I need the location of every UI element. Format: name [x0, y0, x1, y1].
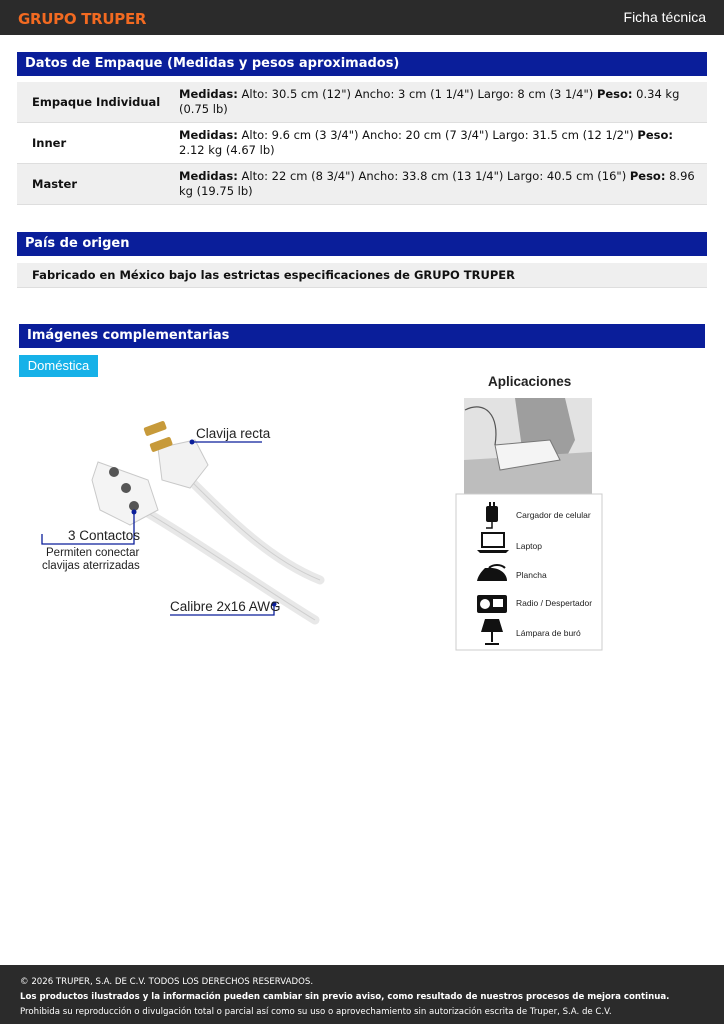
table-row	[17, 82, 707, 123]
row-value	[179, 123, 707, 164]
weight-value: 0.34 kg (0.75 lb)	[179, 87, 680, 116]
application-label: Plancha	[516, 570, 547, 580]
measures-label: Medidas:	[179, 128, 238, 142]
footer-notice: Los productos ilustrados y la información pueden cambiar sin previo aviso, como resultado de nuestros procesos de mejora continua.	[20, 992, 670, 1002]
document-type: Ficha técnica	[623, 9, 706, 25]
measures-value: Alto: 22 cm (8 3/4") Ancho: 33.8 cm (13 1/4") Largo: 40.5 cm (16")	[237, 169, 630, 183]
ironing-scene-drawing	[464, 398, 592, 494]
application-label: Radio / Despertador	[516, 598, 593, 608]
origin-text: Fabricado en México bajo las estrictas especificaciones de GRUPO TRUPER	[17, 263, 707, 288]
category-badge: Doméstica	[19, 355, 98, 377]
radio-clock-icon	[477, 595, 507, 613]
contacts-callout-dot	[132, 510, 137, 515]
table-row	[17, 164, 707, 205]
row-value	[179, 164, 707, 205]
extension-cord-drawing	[92, 420, 320, 620]
footer	[0, 965, 724, 1024]
weight-label: Peso:	[596, 87, 633, 101]
contacts-callout-line1: Permiten conectar	[46, 547, 140, 559]
row-value	[179, 82, 707, 123]
top-bar	[0, 0, 724, 35]
application-label: Cargador de celular	[516, 510, 591, 520]
weight-label: Peso:	[629, 169, 666, 183]
footer-legal: Prohibida su reproducción o divulgación total o parcial así como su uso o aprovechamiento sin autorización escrita de Truper, S.A. de C.V.	[20, 1007, 612, 1017]
weight-value: 2.12 kg (4.67 lb)	[179, 143, 275, 157]
gauge-callout-label: Calibre 2x16 AWG	[170, 599, 281, 614]
contacts-callout-line2: clavijas aterrizadas	[42, 560, 140, 572]
table-row	[17, 123, 707, 164]
origin-section-title: País de origen	[17, 232, 707, 256]
footer-copyright: © 2026 TRUPER, S.A. DE C.V. TODOS LOS DERECHOS RESERVADOS.	[20, 977, 314, 987]
product-illustration	[30, 410, 340, 635]
weight-value: 8.96 kg (19.75 lb)	[179, 169, 695, 198]
measures-value: Alto: 9.6 cm (3 3/4") Ancho: 20 cm (7 3/4") Largo: 31.5 cm (12 1/2")	[237, 128, 638, 142]
contacts-callout-title: 3 Contactos	[68, 528, 141, 543]
plug-callout-label: Clavija recta	[196, 426, 271, 441]
row-label: Master	[17, 164, 179, 205]
application-label: Laptop	[516, 541, 542, 551]
application-label: Lámpara de buró	[516, 628, 581, 638]
packaging-section-title: Datos de Empaque (Medidas y pesos aproximados)	[17, 52, 707, 76]
measures-label: Medidas:	[179, 87, 238, 101]
row-label: Empaque Individual	[17, 82, 179, 123]
measures-label: Medidas:	[179, 169, 238, 183]
plug-callout-dot	[190, 440, 195, 445]
measures-value: Alto: 30.5 cm (12") Ancho: 3 cm (1 1/4") Largo: 8 cm (3 1/4")	[237, 87, 597, 101]
row-label: Inner	[17, 123, 179, 164]
applications-title: Aplicaciones	[488, 374, 572, 389]
brand-logo: GRUPO TRUPER	[18, 10, 147, 28]
applications-panel	[455, 370, 605, 652]
packaging-table	[17, 82, 707, 205]
weight-label: Peso:	[637, 128, 673, 142]
images-section-title: Imágenes complementarias	[19, 324, 705, 348]
